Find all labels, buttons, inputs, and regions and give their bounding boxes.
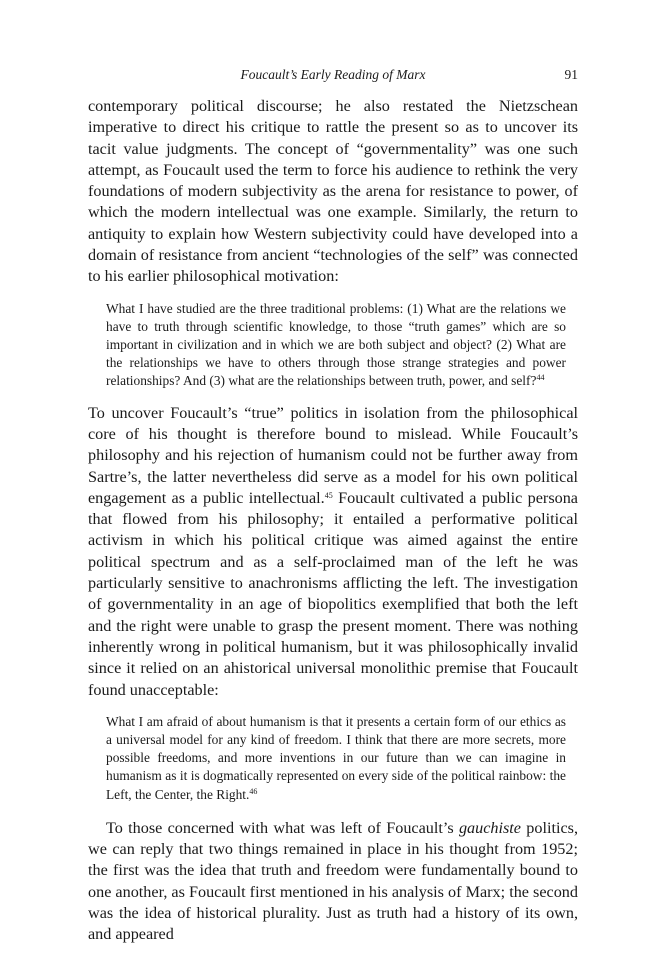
footnote-ref-44: 44 <box>536 373 545 383</box>
block-quote-text: What I have studied are the three traditional problems: (1) What are the relations we have to truth through scientific knowledge, to those “truth games” which are so important in civilization and in which we are both subject and object? (2) What are the relationships we have to others through those strange strategies and power relationships? And (3) what are the relationships between truth, power, and self? <box>106 300 566 389</box>
block-quote-text: What I am afraid of about humanism is that it presents a certain form of our ethics as a universal model for any kind of freedom. I think that there are more secrets, more possible freedoms, and more inventions in our future than we can imagine in humanism as it is dogmatically represented on every side of the political rainbow: the Left, the Center, the Right. <box>106 713 566 802</box>
footnote-ref-46: 46 <box>249 786 258 796</box>
paragraph-text: politics, we can reply that two things remained in place in his thought from 1952; the first was the idea that truth and freedom were fundamentally bound to one another, as Foucault first mentioned in his analysis of Marx; the second was the idea of historical plurality. Just as truth had a history of its own, and appeared <box>88 818 578 944</box>
footnote-ref-45: 45 <box>324 490 333 500</box>
text-block <box>88 96 578 946</box>
paragraph-text: To those concerned with what was left of Foucault’s <box>106 818 459 837</box>
running-head <box>88 67 578 89</box>
page-number: 91 <box>564 67 578 82</box>
running-title: Foucault’s Early Reading of Marx <box>240 67 426 82</box>
paragraph-gauchiste <box>88 818 578 946</box>
paragraph-text: To uncover Foucault’s “true” politics in isolation from the philosophical core of his thought is therefore bound to mislead. While Foucault’s philosophy and his rejection of humanism could not be further away from Sartre’s, the latter nevertheless did serve as a model for his own political engagement as a public intellectual. <box>88 403 578 507</box>
paragraph-true-politics <box>88 403 578 701</box>
block-quote-humanism <box>106 713 566 804</box>
paragraph-text: Foucault cultivated a public persona that flowed from his philosophy; it entailed a performative political activism in which his political critique was aimed against the entire political spectrum and as a self-proclaimed man of the left he was particularly sensitive to anachronisms afflicting the left. The investigation of governmentality in an age of biopolitics exemplified that both the left and the right were unable to grasp the present moment. There was nothing inherently wrong in political humanism, but it was philosophically invalid since it relied on an ahistorical universal monolithic premise that Foucault found unacceptable: <box>88 488 578 699</box>
italic-term: gauchiste <box>458 818 521 837</box>
block-quote-three-problems <box>106 300 566 391</box>
paragraph-governmentality: contemporary political discourse; he also restated the Nietzschean imperative to direct his critique to rattle the present so as to uncover its tacit value judgments. The concept of “governmentality” was one such attempt, as Foucault used the term to force his audience to rethink the very foundations of modern subjectivity as the arena for resistance to power, of which the modern intellectual was one example. Similarly, the return to antiquity to explain how Western subjectivity could have developed into a domain of resistance from ancient “technologies of the self” was connected to his earlier philosophical motivation: <box>88 97 578 286</box>
